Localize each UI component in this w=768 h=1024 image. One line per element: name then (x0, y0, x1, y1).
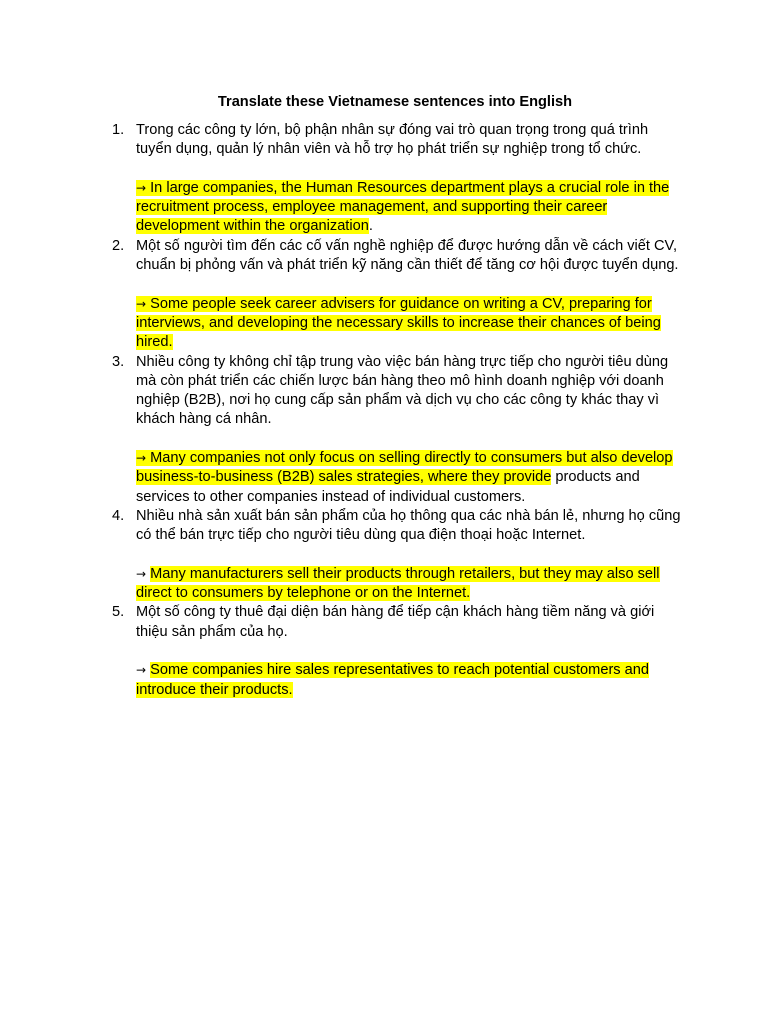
spacer (136, 275, 682, 294)
vietnamese-sentence: Một số công ty thuê đại diện bán hàng để tiếp cận khách hàng tiềm năng và giới thiệu sản phẩm của họ. (136, 604, 655, 640)
spacer (136, 430, 682, 449)
highlighted-translation (136, 296, 661, 351)
list-item (112, 603, 682, 699)
translation-highlighted-text: Some companies hire sales representatives to reach potential customers and introduce their products. (136, 662, 650, 698)
vietnamese-sentence: Một số người tìm đến các cố vấn nghề nghiệp để được hướng dẫn về cách viết CV, chuẩn bị phỏng vấn và phát triển kỹ năng cần thiết để tăng cơ hội được tuyển dụng. (136, 237, 679, 274)
item-number: 2. (112, 237, 125, 254)
translation-highlighted-text: Many companies not only focus on selling directly to consumers but also develop business-to-business (B2B) sales strategies, where they provide (136, 450, 673, 486)
list-item (112, 507, 682, 603)
translation-highlighted-text: Many manufacturers sell their products through retailers, but they may also sell direct to consumers by telephone or on the Internet. (136, 565, 660, 602)
spacer (136, 546, 682, 565)
vietnamese-sentence: Nhiều nhà sản xuất bán sản phẩm của họ thông qua các nhà bán lẻ, nhưng họ cũng có thể bán trực tiếp cho người tiêu dùng qua điện thoại hoặc Internet. (136, 507, 681, 544)
highlighted-translation (136, 180, 669, 235)
item-number: 3. (112, 353, 125, 370)
english-translation (136, 295, 682, 353)
item-number: 4. (112, 507, 125, 524)
translation-list (112, 121, 682, 700)
translation-plain-text: products and services to other companies instead of individual customers. (136, 469, 640, 505)
translation-highlighted-text: Some people seek career advisers for guidance on writing a CV, preparing for interviews, and developing the necessary skills to increase their chances of being hired. (136, 295, 661, 351)
english-translation (136, 565, 682, 604)
vietnamese-sentence: Trong các công ty lớn, bộ phận nhân sự đóng vai trò quan trọng trong quá trình tuyển dụng, quản lý nhân viên và hỗ trợ họ phát triển sự nghiệp trong tổ chức. (136, 122, 649, 158)
arrow-icon: → (136, 296, 147, 311)
list-item (112, 121, 682, 237)
list-item (112, 353, 682, 507)
arrow-icon: → (136, 663, 147, 678)
english-translation (136, 661, 682, 700)
list-item (112, 237, 682, 353)
vietnamese-sentence: Nhiều công ty không chỉ tập trung vào việc bán hàng trực tiếp cho người tiêu dùng mà còn phát triển các chiến lược bán hàng theo mô hình doanh nghiệp với doanh nghiệp (B2B), nơi họ cung cấp sản phẩm và dịch vụ cho các công ty khác thay vì khách hàng cá nhân. (136, 353, 669, 428)
item-number: 1. (112, 122, 125, 138)
translation-plain-text: . (368, 218, 373, 235)
english-translation (136, 179, 682, 237)
arrow-icon: → (136, 180, 147, 195)
arrow-icon: → (136, 566, 147, 581)
arrow-icon: → (136, 451, 147, 466)
spacer (136, 160, 682, 179)
page-title: Translate these Vietnamese sentences into English (217, 94, 573, 110)
item-number: 5. (112, 604, 125, 621)
english-translation (136, 449, 682, 507)
spacer (136, 642, 682, 661)
translation-highlighted-text: In large companies, the Human Resources department plays a crucial role in the recruitment process, employee management, and supporting their career development within the organization (136, 179, 670, 235)
